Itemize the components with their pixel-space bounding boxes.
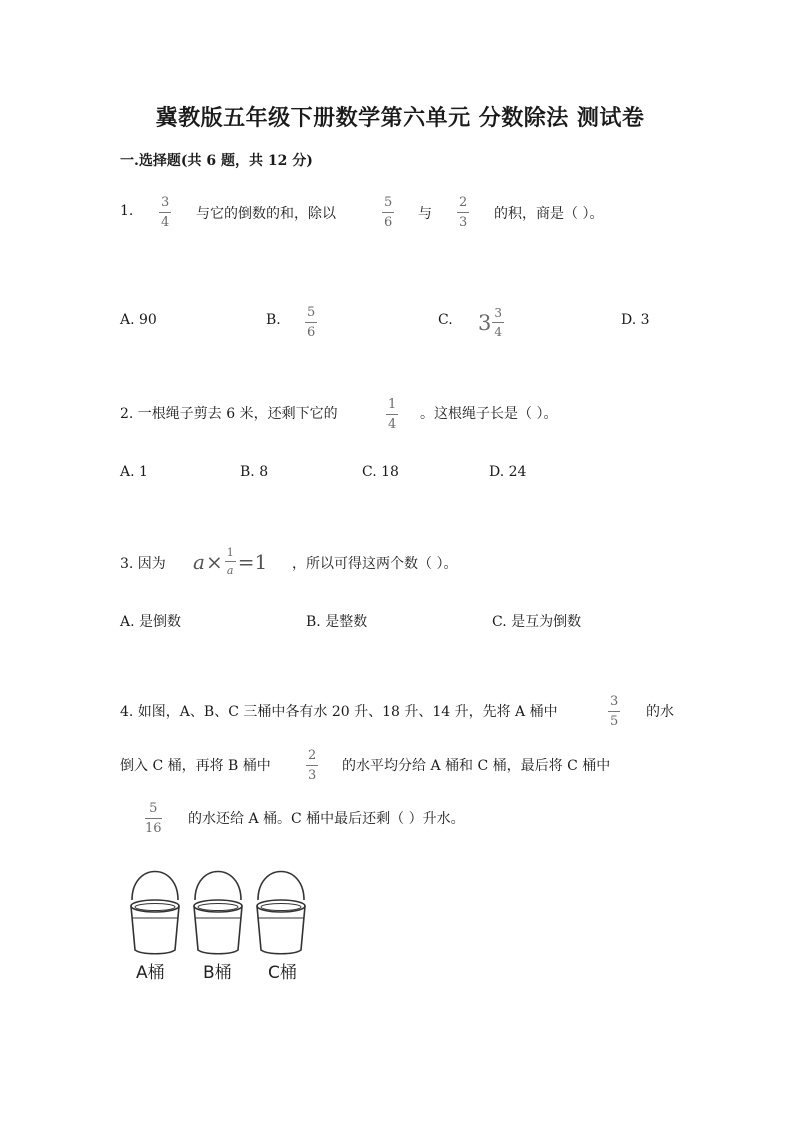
q4-fraction-2: [306, 749, 318, 782]
formula-times-sign: ×: [205, 549, 223, 574]
q2-option-a: A. 1: [120, 464, 148, 480]
bucket-b-label: B桶: [203, 963, 232, 983]
formula-variable: a: [193, 549, 205, 574]
fraction-denominator: 5: [610, 714, 619, 729]
section-heading: 一.选择题(共 6 题，共 12 分): [120, 153, 313, 169]
q1-option-b-label: B.: [266, 312, 281, 328]
q1-text-part1: 与它的倒数的和，除以: [196, 206, 336, 222]
q4-line2-end: 的水平均分给 A 桶和 C 桶，最后将 C 桶中: [342, 758, 611, 774]
q1-option-b-fraction: [305, 306, 317, 339]
q1-option-d: D. 3: [621, 312, 650, 328]
q1-number: 1.: [120, 203, 134, 219]
q4-line1-end: 的水: [646, 704, 674, 720]
q3-option-b: B. 是整数: [306, 614, 368, 630]
bucket-a-icon: [131, 872, 179, 954]
formula-equals-one: =1: [237, 549, 268, 574]
q3-option-c: C. 是互为倒数: [492, 614, 582, 630]
q3-text-part1: 3. 因为: [120, 556, 166, 572]
q4-fraction-3: [145, 802, 162, 835]
bucket-b-icon: [194, 872, 242, 954]
formula-fraction: [225, 547, 236, 576]
bucket-c-label: C桶: [268, 963, 297, 983]
q2-option-d: D. 24: [489, 464, 527, 480]
q2-text-part2: 。这根绳子长是（ ）。: [420, 406, 558, 422]
buckets-illustration: [120, 860, 320, 960]
fraction-denominator: 6: [307, 325, 316, 340]
q1-text-part3: 的积，商是（ ）。: [494, 206, 604, 222]
q1-fraction-b: [382, 196, 394, 229]
fraction-denominator: 6: [384, 215, 393, 230]
q3-text-part2: ，所以可得这两个数（ ）。: [292, 556, 458, 572]
fraction-denominator: 3: [308, 768, 317, 783]
fraction-denominator: 4: [161, 215, 170, 230]
q1-fraction-a: [159, 196, 171, 229]
q3-formula: [193, 547, 268, 576]
fraction-numerator: 2: [459, 195, 468, 210]
fraction-denominator: 16: [145, 821, 162, 836]
fraction-denominator: a: [226, 564, 234, 577]
q2-fraction: [386, 398, 398, 431]
q4-line1: 4. 如图，A、B、C 三桶中各有水 20 升、18 升、14 升，先将 A 桶中: [120, 704, 558, 720]
q1-option-c-label: C.: [438, 312, 453, 328]
fraction-denominator: 3: [459, 215, 468, 230]
q2-option-b: B. 8: [240, 464, 269, 480]
q1-fraction-c: [457, 196, 469, 229]
fraction-numerator: 3: [610, 694, 619, 709]
q1-option-a: A. 90: [120, 312, 157, 328]
fraction-numerator: 2: [308, 748, 317, 763]
bucket-a-label: A桶: [136, 963, 165, 983]
q3-option-a: A. 是倒数: [120, 614, 182, 630]
q4-line2-start: 倒入 C 桶，再将 B 桶中: [120, 758, 271, 774]
fraction-numerator: 3: [161, 195, 170, 210]
mixed-fraction: [492, 307, 504, 338]
q1-text-part2: 与: [418, 206, 432, 222]
q4-line3: 的水还给 A 桶。C 桶中最后还剩（ ）升水。: [188, 811, 465, 827]
q1-option-c-mixed-number: [478, 307, 504, 338]
q2-text-part1: 2. 一根绳子剪去 6 米，还剩下它的: [120, 406, 338, 422]
fraction-numerator: 5: [384, 195, 393, 210]
bucket-c-icon: [257, 872, 305, 954]
mixed-whole: 3: [478, 310, 492, 335]
fraction-denominator: 4: [388, 417, 397, 432]
fraction-numerator: 1: [388, 397, 397, 412]
fraction-numerator: 5: [149, 801, 158, 816]
fraction-numerator: 1: [226, 546, 234, 559]
q4-fraction-1: [608, 695, 620, 728]
page-title: 冀教版五年级下册数学第六单元 分数除法 测试卷: [155, 105, 645, 131]
q2-option-c: C. 18: [362, 464, 399, 480]
fraction-numerator: 5: [307, 305, 316, 320]
fraction-numerator: 3: [494, 306, 503, 320]
fraction-denominator: 4: [494, 325, 503, 339]
